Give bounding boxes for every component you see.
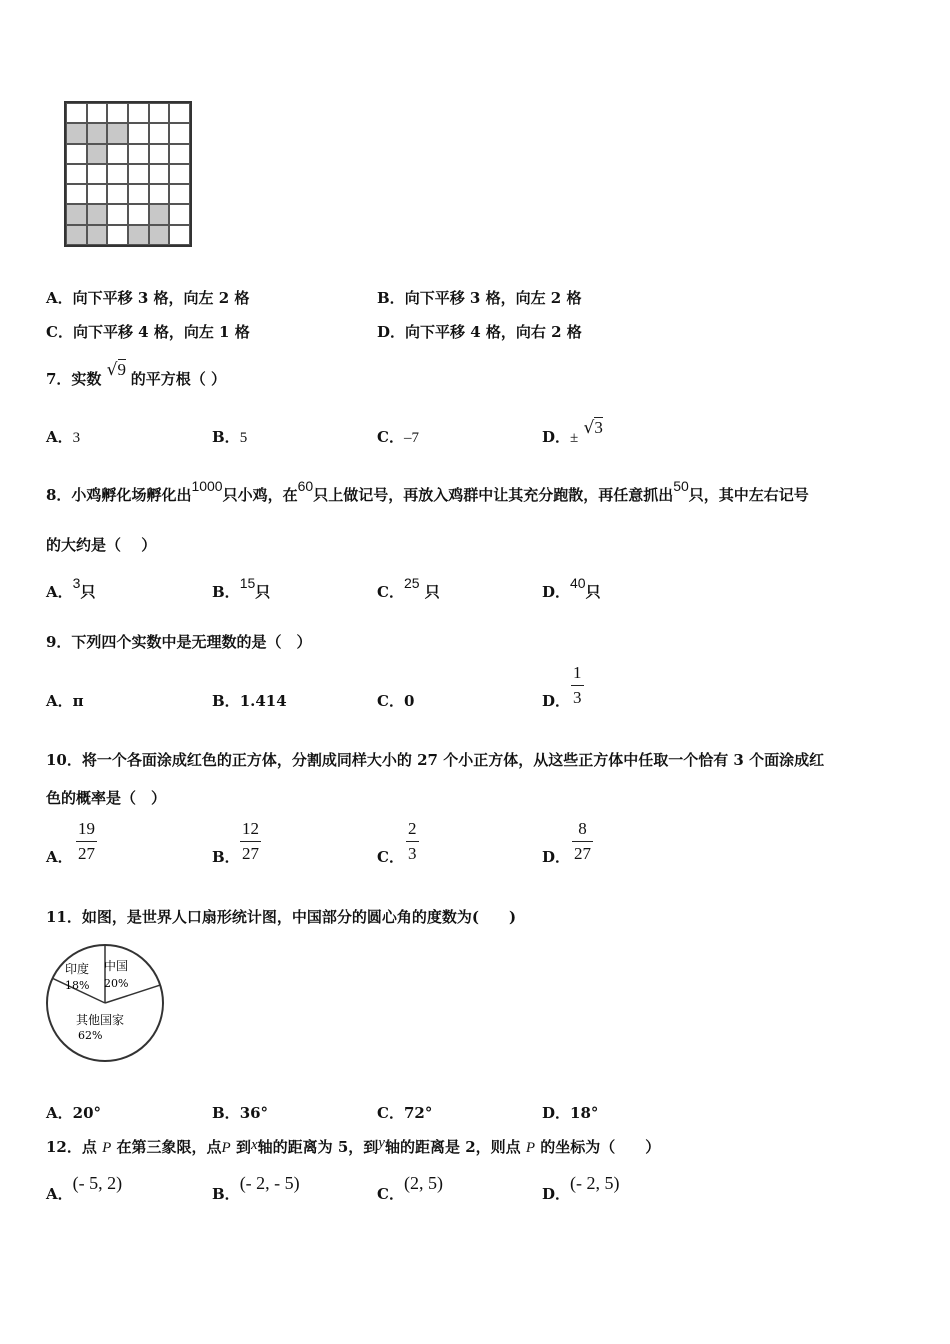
- sqrt-radicand: 9: [117, 360, 127, 379]
- grid-cell-shaded: [87, 144, 108, 164]
- fraction-denominator: 27: [78, 844, 95, 863]
- option-unit: 只: [80, 583, 96, 601]
- grid-cell: [66, 103, 87, 123]
- option-value: 1.414: [239, 692, 287, 710]
- q12-text: 在第三象限，点: [116, 1138, 222, 1156]
- q6-option-b[interactable]: [377, 287, 581, 308]
- option-letter: D．: [542, 1104, 571, 1122]
- grid-cell: [169, 123, 190, 143]
- option-value: 3: [72, 430, 81, 446]
- grid-cell: [87, 164, 108, 184]
- q12-text: 12．点: [46, 1138, 97, 1156]
- option-value: 20°: [72, 1104, 102, 1122]
- grid-cell: [107, 103, 128, 123]
- pie-value-others: 62%: [78, 1029, 103, 1042]
- q6-option-d[interactable]: [377, 321, 582, 342]
- option-letter: A．: [46, 1104, 73, 1122]
- option-letter: A．: [46, 428, 73, 446]
- option-letter: B．: [377, 289, 405, 307]
- option-letter: A．: [46, 583, 73, 601]
- fraction-denominator: 27: [242, 844, 259, 863]
- grid-cell: [149, 103, 170, 123]
- grid-cell: [169, 204, 190, 224]
- option-value: 0: [403, 692, 415, 710]
- option-unit: 只: [255, 583, 271, 601]
- option-letter: D．: [542, 848, 571, 866]
- fraction-numerator: 1: [573, 663, 582, 682]
- grid-cell: [128, 144, 149, 164]
- grid-cell: [107, 204, 128, 224]
- grid-cell: [66, 164, 87, 184]
- option-letter: A．: [46, 848, 73, 866]
- option-value: 18°: [570, 1104, 599, 1122]
- option-letter: A．: [46, 1185, 73, 1203]
- option-value: 5: [239, 430, 248, 446]
- fraction-numerator: 8: [578, 819, 587, 838]
- grid-cell: [107, 144, 128, 164]
- q7-stem: [46, 360, 227, 389]
- q11-option-b[interactable]: [212, 1102, 268, 1123]
- option-letter: D．: [542, 428, 571, 446]
- fraction-numerator: 2: [408, 819, 417, 838]
- option-letter: C．: [377, 1185, 404, 1203]
- option-letter: A．: [46, 692, 73, 710]
- option-letter: B．: [212, 428, 240, 446]
- grid-cell: [128, 204, 149, 224]
- y-axis-symbol: y: [378, 1135, 385, 1151]
- q8-number: 60: [297, 478, 314, 494]
- q12-text: 的坐标为（ ）: [540, 1138, 661, 1156]
- q8-option-d[interactable]: [542, 575, 601, 602]
- option-value: (2, 5): [403, 1173, 443, 1193]
- translation-grid-figure: [64, 101, 192, 247]
- option-text: 向下平移 4 格，向左 1 格: [72, 323, 250, 341]
- option-number: 40: [570, 575, 586, 591]
- fraction-denominator: 3: [573, 688, 582, 707]
- q8-text: 只，其中左右记号: [688, 486, 809, 504]
- q9-option-d-fraction: [571, 663, 584, 708]
- q8-option-a[interactable]: [46, 575, 96, 602]
- point-p: P: [525, 1140, 536, 1156]
- grid-cell-shaded: [87, 204, 108, 224]
- option-value: 36°: [239, 1104, 269, 1122]
- q9-option-c[interactable]: [377, 690, 414, 711]
- grid-cell: [66, 184, 87, 204]
- option-value: –7: [403, 430, 419, 446]
- q10-option-b-fraction: [240, 819, 261, 864]
- option-number: 25: [403, 575, 420, 591]
- point-p: P: [102, 1140, 112, 1156]
- q8-option-c[interactable]: [377, 575, 440, 602]
- q11-stem: 11．如图，是世界人口扇形统计图，中国部分的圆心角的度数为( ): [46, 908, 517, 926]
- option-unit: 只: [585, 583, 601, 601]
- x-axis-symbol: x: [250, 1137, 258, 1153]
- pie-value-china: 20%: [104, 977, 129, 990]
- q8-text: 8．小鸡孵化场孵化出: [46, 486, 192, 504]
- q8-number: 50: [673, 478, 689, 494]
- q8-text: 只上做记号，再放入鸡群中让其充分跑散，再任意抓出: [313, 486, 674, 504]
- q12-option-c[interactable]: [377, 1173, 443, 1204]
- fraction-denominator: 3: [408, 844, 417, 863]
- q11-option-c[interactable]: [377, 1102, 432, 1123]
- q8-number: 1000: [191, 478, 223, 494]
- q6-option-c[interactable]: [46, 321, 250, 342]
- grid-cell: [107, 164, 128, 184]
- q10-option-d[interactable]: [542, 846, 570, 867]
- fraction-numerator: 19: [78, 819, 95, 838]
- grid-cell: [87, 184, 108, 204]
- option-letter: D．: [542, 583, 571, 601]
- q12-option-b[interactable]: [212, 1173, 300, 1204]
- sqrt-radicand: 3: [594, 418, 603, 437]
- option-unit: 只: [419, 583, 440, 601]
- sqrt-expression: √9: [106, 360, 127, 380]
- q8-text: 只小鸡，在: [222, 486, 298, 504]
- option-letter: D．: [542, 692, 571, 710]
- grid-cell-shaded: [149, 204, 170, 224]
- grid-cell: [149, 144, 170, 164]
- grid-cell: [128, 164, 149, 184]
- q9-option-d[interactable]: [542, 690, 570, 711]
- option-value: π: [72, 692, 84, 710]
- q8-stem-line1: [46, 478, 809, 505]
- grid-cell: [149, 184, 170, 204]
- option-letter: C．: [377, 428, 404, 446]
- q12-text: 轴的距离是 2，则点: [384, 1138, 521, 1156]
- sqrt-expression: √3: [583, 418, 603, 438]
- grid-cell: [107, 184, 128, 204]
- q12-stem: [46, 1136, 660, 1157]
- grid-cell: [87, 103, 108, 123]
- grid-cell-shaded: [107, 123, 128, 143]
- option-value: (- 5, 2): [72, 1173, 123, 1193]
- fraction-denominator: 27: [574, 844, 591, 863]
- option-text: 向下平移 3 格，向左 2 格: [404, 289, 582, 307]
- option-letter: C．: [46, 323, 73, 341]
- grid-cell-shaded: [128, 225, 149, 245]
- q10-option-b[interactable]: [212, 846, 240, 867]
- point-p: P: [221, 1140, 231, 1156]
- q8-option-b[interactable]: [212, 575, 271, 602]
- grid-cell-shaded: [66, 123, 87, 143]
- q7-option-c[interactable]: [377, 426, 419, 447]
- option-letter: B．: [212, 1185, 240, 1203]
- option-letter: B．: [212, 692, 240, 710]
- option-letter: B．: [212, 848, 240, 866]
- grid-cell: [128, 184, 149, 204]
- q10-option-a[interactable]: [46, 846, 73, 867]
- q7-option-b[interactable]: [212, 426, 247, 447]
- q8-stem-line2: 的大约是（ ）: [46, 536, 157, 554]
- option-value: ±: [570, 430, 579, 446]
- q11-option-d[interactable]: [542, 1102, 598, 1123]
- option-value: (- 2, 5): [570, 1173, 620, 1193]
- world-population-pie-chart: [40, 942, 172, 1068]
- q12-option-d[interactable]: [542, 1173, 620, 1204]
- option-letter: D．: [542, 1185, 571, 1203]
- option-text: 向下平移 4 格，向右 2 格: [405, 323, 582, 341]
- grid-cell: [128, 103, 149, 123]
- pie-value-india: 18%: [65, 979, 90, 992]
- pie-label-india: 印度: [65, 962, 90, 976]
- q11-option-a[interactable]: [46, 1102, 101, 1123]
- q12-text: 轴的距离为 5，到: [257, 1138, 379, 1156]
- q7-option-d[interactable]: [542, 418, 603, 447]
- option-letter: C．: [377, 1104, 404, 1122]
- q9-stem: 9．下列四个实数中是无理数的是（ ）: [46, 633, 312, 651]
- grid-cell: [169, 184, 190, 204]
- option-value: 72°: [403, 1104, 433, 1122]
- q7-option-a[interactable]: [46, 426, 80, 447]
- grid-cell: [169, 144, 190, 164]
- option-letter: C．: [377, 848, 404, 866]
- grid-cell: [149, 123, 170, 143]
- option-letter: B．: [212, 583, 240, 601]
- grid-cell-shaded: [66, 204, 87, 224]
- option-value: (- 2, - 5): [239, 1173, 300, 1193]
- q9-option-a[interactable]: [46, 690, 84, 711]
- grid-cell: [169, 103, 190, 123]
- option-number: 15: [239, 575, 256, 591]
- fraction-numerator: 12: [242, 819, 259, 838]
- q10-option-a-fraction: [76, 819, 97, 864]
- q7-stem-text-end: 的平方根（ ）: [130, 370, 227, 388]
- q10-option-d-fraction: [572, 819, 593, 864]
- grid-cell: [169, 164, 190, 184]
- grid-cell: [149, 164, 170, 184]
- q10-option-c-fraction: [406, 819, 419, 864]
- q7-stem-text: 7．实数: [46, 370, 102, 388]
- grid-cell: [107, 225, 128, 245]
- option-text: 向下平移 3 格，向左 2 格: [72, 289, 250, 307]
- grid-cell-shaded: [87, 123, 108, 143]
- option-letter: D．: [377, 323, 406, 341]
- q10-stem-line1: 10．将一个各面涂成红色的正方体，分割成同样大小的 27 个小正方体，从这些正方体中任取一个恰有 3 个面涂成红: [46, 751, 825, 769]
- q10-option-c[interactable]: [377, 846, 404, 867]
- pie-label-others: 其他国家: [76, 1013, 125, 1027]
- grid-cell: [66, 144, 87, 164]
- option-letter: C．: [377, 692, 404, 710]
- option-letter: C．: [377, 583, 404, 601]
- grid-cell: [128, 123, 149, 143]
- q12-option-a[interactable]: [46, 1173, 123, 1204]
- option-letter: A．: [46, 289, 73, 307]
- grid-cell-shaded: [87, 225, 108, 245]
- q10-stem-line2: 色的概率是（ ）: [46, 789, 167, 807]
- q12-text: 到: [235, 1138, 251, 1156]
- q9-option-b[interactable]: [212, 690, 287, 711]
- q6-option-a[interactable]: [46, 287, 249, 308]
- grid-cell-shaded: [149, 225, 170, 245]
- option-number: 3: [72, 575, 81, 591]
- option-letter: B．: [212, 1104, 240, 1122]
- grid-cell-shaded: [66, 225, 87, 245]
- pie-label-china: 中国: [104, 959, 129, 973]
- grid-cell: [169, 225, 190, 245]
